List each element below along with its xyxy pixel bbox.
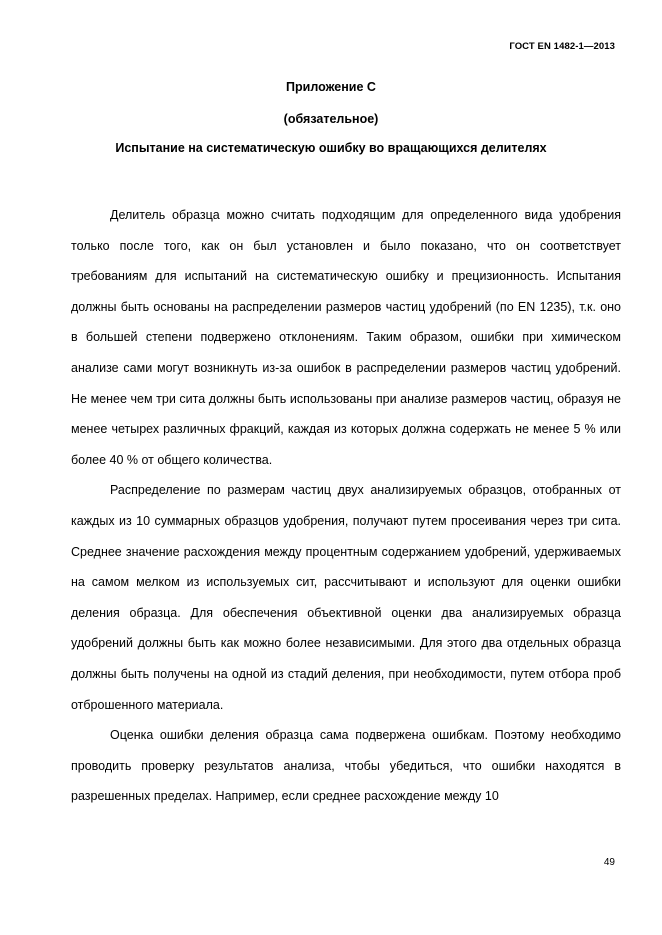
annex-status: (обязательное) [283, 112, 379, 126]
paragraph-2: Распределение по размерам частиц двух анализируемых образцов, отобранных от каждых из 10 суммарных образцов удобрения, получают путем просеивания через три сита. Среднее значение расхождения между процентным содержанием удобрений, удерживаемых на самом мелком из используемых сит, рассчитывают и используют для оценки ошибки деления образца. Для обеспечения объективной оценки два анализируемых образца удобрений должны быть как можно более независимыми. Для этого два отдельных образца должны быть получены на одной из стадий деления, при необходимости, путем отбора проб отброшенного материала. [71, 483, 621, 712]
document-id: ГОСТ EN 1482-1—2013 [509, 41, 615, 52]
annex-title: Испытание на систематическую ошибку во вращающихся делителях [115, 141, 547, 155]
page-number: 49 [603, 857, 615, 868]
paragraph-3: Оценка ошибки деления образца сама подвержена ошибкам. Поэтому необходимо проводить проверку результатов анализа, чтобы убедиться, что ошибки находятся в разрешенных пределах. Например, если среднее расхождение между 10 [71, 728, 621, 804]
body-text [71, 200, 621, 812]
paragraph-1: Делитель образца можно считать подходящим для определенного вида удобрения только после того, как он был установлен и было показано, что он соответствует требованиям для испытаний на систематическую ошибку и прецизионность. Испытания должны быть основаны на распределении размеров частиц удобрений (по EN 1235), т.к. оно в большей степени подвержено отклонениям. Таким образом, ошибки при химическом анализе сами могут возникнуть из-за ошибок в распределении размеров частиц удобрений. Не менее чем три сита должны быть использованы при анализе размеров частиц, образуя не менее четырех различных фракций, каждая из которых должна содержать не менее 5 % или более 40 % от общего количества. [71, 208, 621, 467]
annex-label: Приложение С [286, 80, 376, 94]
